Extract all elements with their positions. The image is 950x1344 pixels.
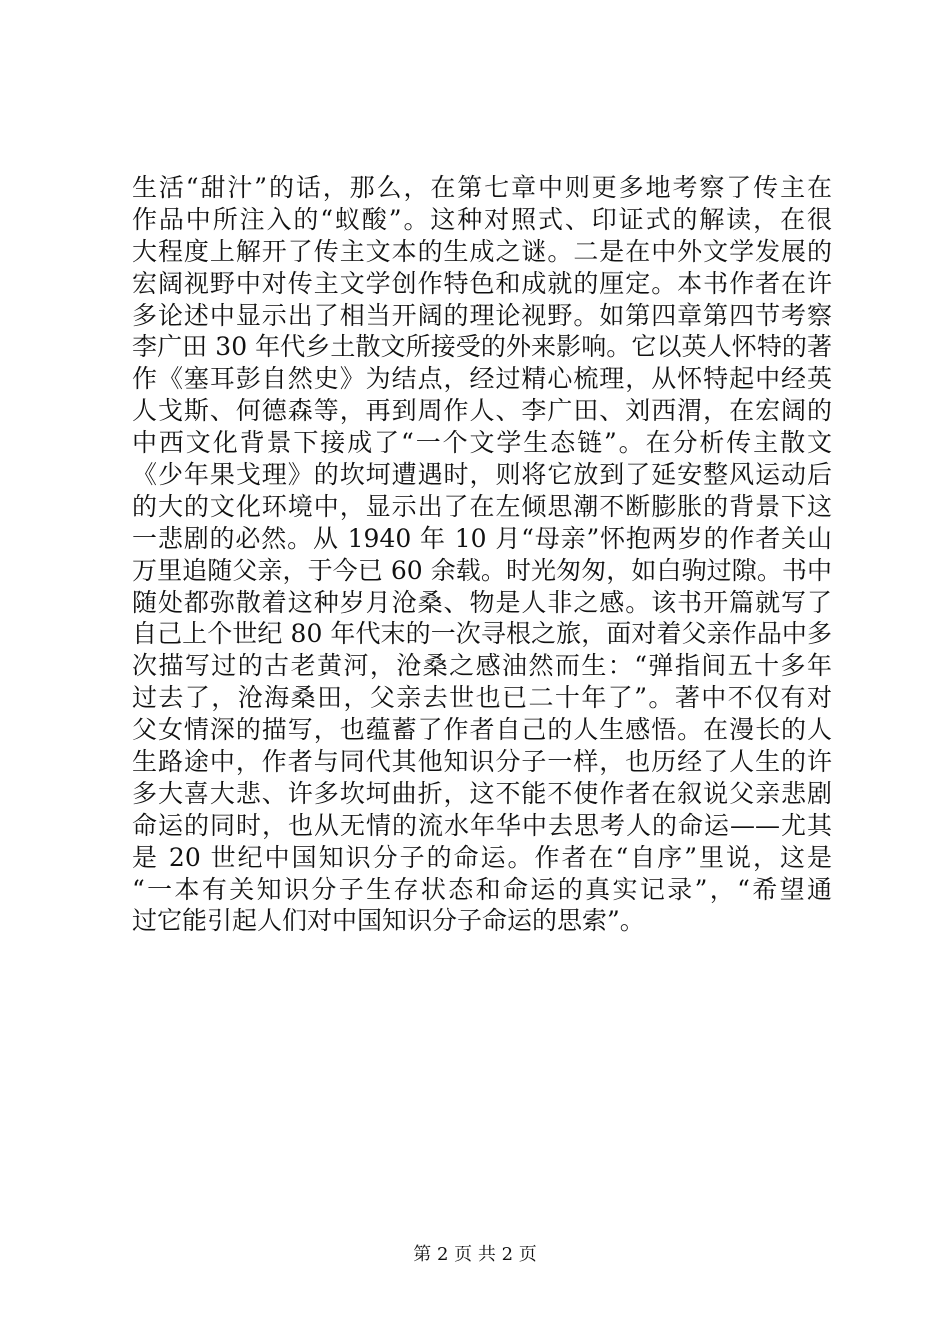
body-line: 作品中所注入的“蚁酸”。这种对照式、印证式的解读，在很 <box>132 204 832 234</box>
body-line: 宏阔视野中对传主文学创作特色和成就的厘定。本书作者在许 <box>132 268 832 298</box>
body-line: 大程度上解开了传主文本的生成之谜。二是在中外文学发展的 <box>132 236 832 266</box>
body-line: 多大喜大悲、许多坎坷曲折，这不能不使作者在叙说父亲悲剧 <box>132 778 832 808</box>
body-line: 过它能引起人们对中国知识分子命运的思索”。 <box>132 906 645 936</box>
body-line: 中西文化背景下接成了“一个文学生态链”。在分析传主散文 <box>132 428 832 458</box>
body-line: 李广田 30 年代乡土散文所接受的外来影响。它以英人怀特的著 <box>132 332 832 362</box>
body-line: 过去了，沧海桑田，父亲去世也已二十年了”。著中不仅有对 <box>132 683 832 713</box>
body-line: 的大的文化环境中，显示出了在左倾思潮不断膨胀的背景下这 <box>132 491 832 521</box>
body-line: 多论述中显示出了相当开阔的理论视野。如第四章第四节考察 <box>132 300 832 330</box>
body-line: 《少年果戈理》的坎坷遭遇时，则将它放到了延安整风运动后 <box>132 460 832 490</box>
body-line: 一悲剧的必然。从 1940 年 10 月“母亲”怀抱两岁的作者关山 <box>132 523 832 553</box>
body-line: 随处都弥散着这种岁月沧桑、物是人非之感。该书开篇就写了 <box>132 587 832 617</box>
body-line: 万里追随父亲，于今已 60 余载。时光匆匆，如白驹过隙。书中 <box>132 555 832 585</box>
page-footer: 第 2 页 共 2 页 <box>413 1244 537 1265</box>
body-line: 父女情深的描写，也蕴蓄了作者自己的人生感悟。在漫长的人 <box>132 715 832 745</box>
body-line: 生活“甜汁”的话，那么，在第七章中则更多地考察了传主在 <box>132 173 832 202</box>
body-paragraph <box>132 172 832 937</box>
body-line: “一本有关知识分子生存状态和命运的真实记录”，“希望通 <box>132 874 832 904</box>
body-line: 是 20 世纪中国知识分子的命运。作者在“自序”里说，这是 <box>132 842 832 872</box>
body-line: 命运的同时，也从无情的流水年华中去思考人的命运——尤其 <box>132 810 832 840</box>
body-line: 次描写过的古老黄河，沧桑之感油然而生：“弹指间五十多年 <box>132 651 832 681</box>
body-line: 人戈斯、何德森等，再到周作人、李广田、刘西渭，在宏阔的 <box>132 396 832 426</box>
body-line: 作《塞耳彭自然史》为结点，经过精心梳理，从怀特起中经英 <box>132 364 832 394</box>
body-line: 自己上个世纪 80 年代末的一次寻根之旅，面对着父亲作品中多 <box>132 619 832 649</box>
body-line: 生路途中，作者与同代其他知识分子一样，也历经了人生的许 <box>132 747 832 777</box>
